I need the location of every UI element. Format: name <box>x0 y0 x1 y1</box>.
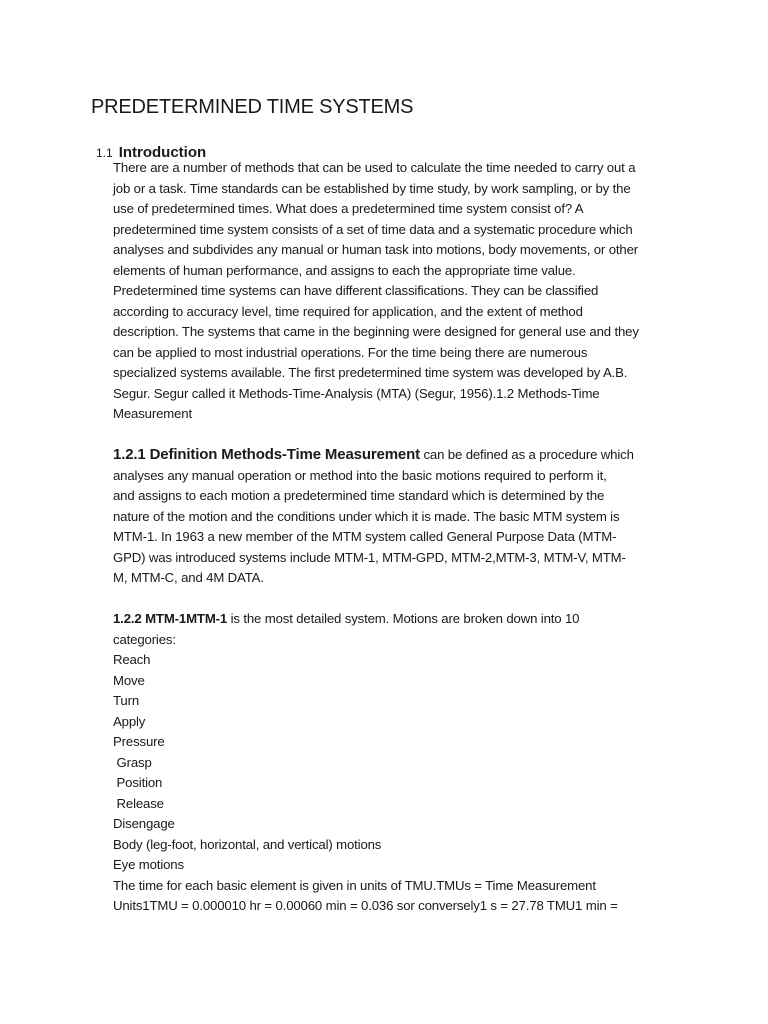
section-121-line: GPD) was introduced systems include MTM-1, MTM-GPD, MTM-2,MTM-3, MTM-V, MTM- <box>113 549 626 565</box>
intro-line: Measurement <box>113 406 192 421</box>
category-item: Apply <box>113 713 146 729</box>
section-122-paragraph <box>113 609 683 917</box>
section-122-first-line <box>113 609 683 630</box>
category-item: Move <box>113 672 145 688</box>
intro-line: analyses and subdivides any manual or human task into motions, body movements, or other <box>113 242 638 257</box>
section-121-line: analyses any manual operation or method into the basic motions required to perform it, <box>113 467 607 483</box>
section-121-first-line-text: can be defined as a procedure which <box>419 447 634 462</box>
section-122-heading: 1.2.2 MTM-1MTM-1 <box>113 611 228 626</box>
intro-line: use of predetermined times. What does a predetermined time system consist of? A <box>113 201 584 216</box>
category-item: Disengage <box>113 816 175 831</box>
intro-line: according to accuracy level, time required for application, and the extent of method <box>113 303 583 319</box>
category-item: Eye motions <box>113 857 184 872</box>
section-122-line: categories: <box>113 631 176 647</box>
category-item: Position <box>113 775 163 790</box>
category-item: Pressure <box>113 734 165 749</box>
section-121-line: nature of the motion and the conditions under which it is made. The basic MTM system is <box>113 508 620 524</box>
intro-line: predetermined time system consists of a set of time data and a systematic procedure which <box>113 221 633 237</box>
intro-line: Segur. Segur called it Methods-Time-Analysis (MTA) (Segur, 1956).1.2 Methods-Time <box>113 385 600 401</box>
document-title: PREDETERMINED TIME SYSTEMS <box>91 96 414 118</box>
intro-line: can be applied to most industrial operations. For the time being there are numerous <box>113 344 588 360</box>
category-item: Body (leg-foot, horizontal, and vertical) motions <box>113 836 382 852</box>
section-121-line: and assigns to each motion a predetermined time standard which is determined by the <box>113 488 605 503</box>
intro-section-title: Introduction <box>118 144 207 161</box>
category-item: Turn <box>113 693 140 708</box>
intro-line: description. The systems that came in the beginning were designed for general use and they <box>113 324 639 339</box>
category-item: Release <box>113 795 164 811</box>
section-121-line: M, MTM-C, and 4M DATA. <box>113 570 264 585</box>
intro-line: There are a number of methods that can be used to calculate the time needed to carry out a <box>113 160 636 175</box>
section-122-closing-line: Units1TMU = 0.000010 hr = 0.00060 min = 0.036 sor conversely1 s = 27.78 TMU1 min = <box>113 898 618 913</box>
category-item: Grasp <box>113 754 152 770</box>
section-122-closing-line: The time for each basic element is given in units of TMU.TMUs = Time Measurement <box>113 877 596 893</box>
intro-paragraph <box>113 158 683 425</box>
section-121-line: MTM-1. In 1963 a new member of the MTM system called General Purpose Data (MTM- <box>113 529 617 544</box>
section-121-paragraph <box>113 445 683 589</box>
intro-line: Predetermined time systems can have different classifications. They can be classified <box>113 283 599 298</box>
section-122-first-line-text: is the most detailed system. Motions are broken down into 10 <box>227 611 580 626</box>
intro-section-number: 1.1 <box>96 146 113 160</box>
category-item: Reach <box>113 652 151 667</box>
section-121-first-line <box>113 445 683 466</box>
intro-line: elements of human performance, and assigns to each the appropriate time value. <box>113 262 576 278</box>
intro-line: specialized systems available. The first predetermined time system was developed by A.B. <box>113 365 628 380</box>
intro-line: job or a task. Time standards can be established by time study, by work sampling, or by the <box>113 180 631 196</box>
section-121-heading: 1.2.1 Definition Methods-Time Measurement <box>113 446 420 463</box>
